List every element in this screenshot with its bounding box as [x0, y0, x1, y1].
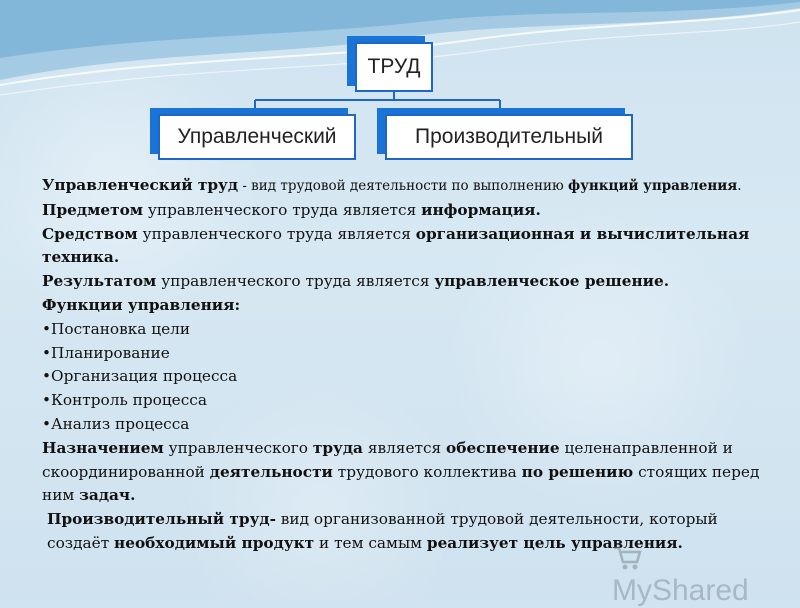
term: организационная и вычислительная техника.	[42, 224, 750, 267]
diagram-node-managerial	[158, 114, 356, 160]
term: деятельности	[209, 462, 333, 481]
watermark-text: MyShared	[612, 574, 749, 607]
function-item: •Постановка цели	[42, 319, 191, 338]
term: Предметом	[42, 200, 144, 219]
term: задач.	[79, 486, 136, 505]
term: труда	[312, 438, 363, 457]
term: Управленческий труд	[42, 176, 239, 194]
text-span: и тем самым	[314, 533, 427, 552]
watermark	[612, 540, 782, 607]
function-item: •Планирование	[42, 343, 170, 362]
node-label: Управленческий	[177, 125, 337, 148]
paragraph-purpose	[42, 437, 764, 508]
function-item: •Контроль процесса	[42, 391, 207, 410]
term: обеспечение	[446, 438, 560, 457]
paragraph-subject	[42, 199, 764, 223]
term: Средством	[42, 224, 138, 243]
text-span: управленческого труда является	[156, 272, 435, 291]
text-span: стоящих перед ним	[42, 462, 760, 505]
paragraph-functions-heading	[42, 294, 764, 318]
term: функций управления	[568, 178, 738, 194]
text-span: управленческого	[163, 438, 313, 457]
diagram-node-root	[355, 42, 433, 92]
function-item: •Организация процесса	[42, 367, 238, 386]
term: по решению	[521, 462, 634, 481]
term: реализует цель управления.	[426, 533, 683, 552]
node-label: ТРУД	[367, 55, 421, 78]
paragraph-means	[42, 223, 764, 271]
text-span: управленческого труда является	[137, 224, 416, 243]
term: информация.	[421, 200, 541, 219]
text-span: трудового коллектива	[332, 462, 522, 481]
term: Назначением	[42, 438, 164, 457]
term: необходимый продукт	[114, 533, 315, 552]
text-span: целенаправленной и скоординированной	[42, 438, 733, 481]
text-span: является	[362, 438, 447, 457]
paragraph-result	[42, 270, 764, 294]
cart-icon	[612, 544, 642, 572]
diagram-node-productive	[385, 114, 633, 160]
function-item: •Анализ процесса	[42, 414, 190, 433]
term: Результатом	[42, 272, 157, 291]
text-span: управленческого труда является	[143, 200, 422, 219]
node-label: Производительный	[415, 125, 603, 148]
term: Функции управления:	[42, 295, 241, 314]
text-span: вид организованной трудовой деятельности, который создаёт	[47, 510, 718, 552]
term: Производительный труд-	[47, 510, 276, 529]
text-span: .	[737, 178, 742, 194]
term: управленческое решение.	[434, 272, 670, 291]
text-span: - вид трудовой деятельности по выполнению	[238, 178, 569, 194]
paragraph-definition	[42, 174, 764, 199]
description-text	[42, 174, 764, 556]
